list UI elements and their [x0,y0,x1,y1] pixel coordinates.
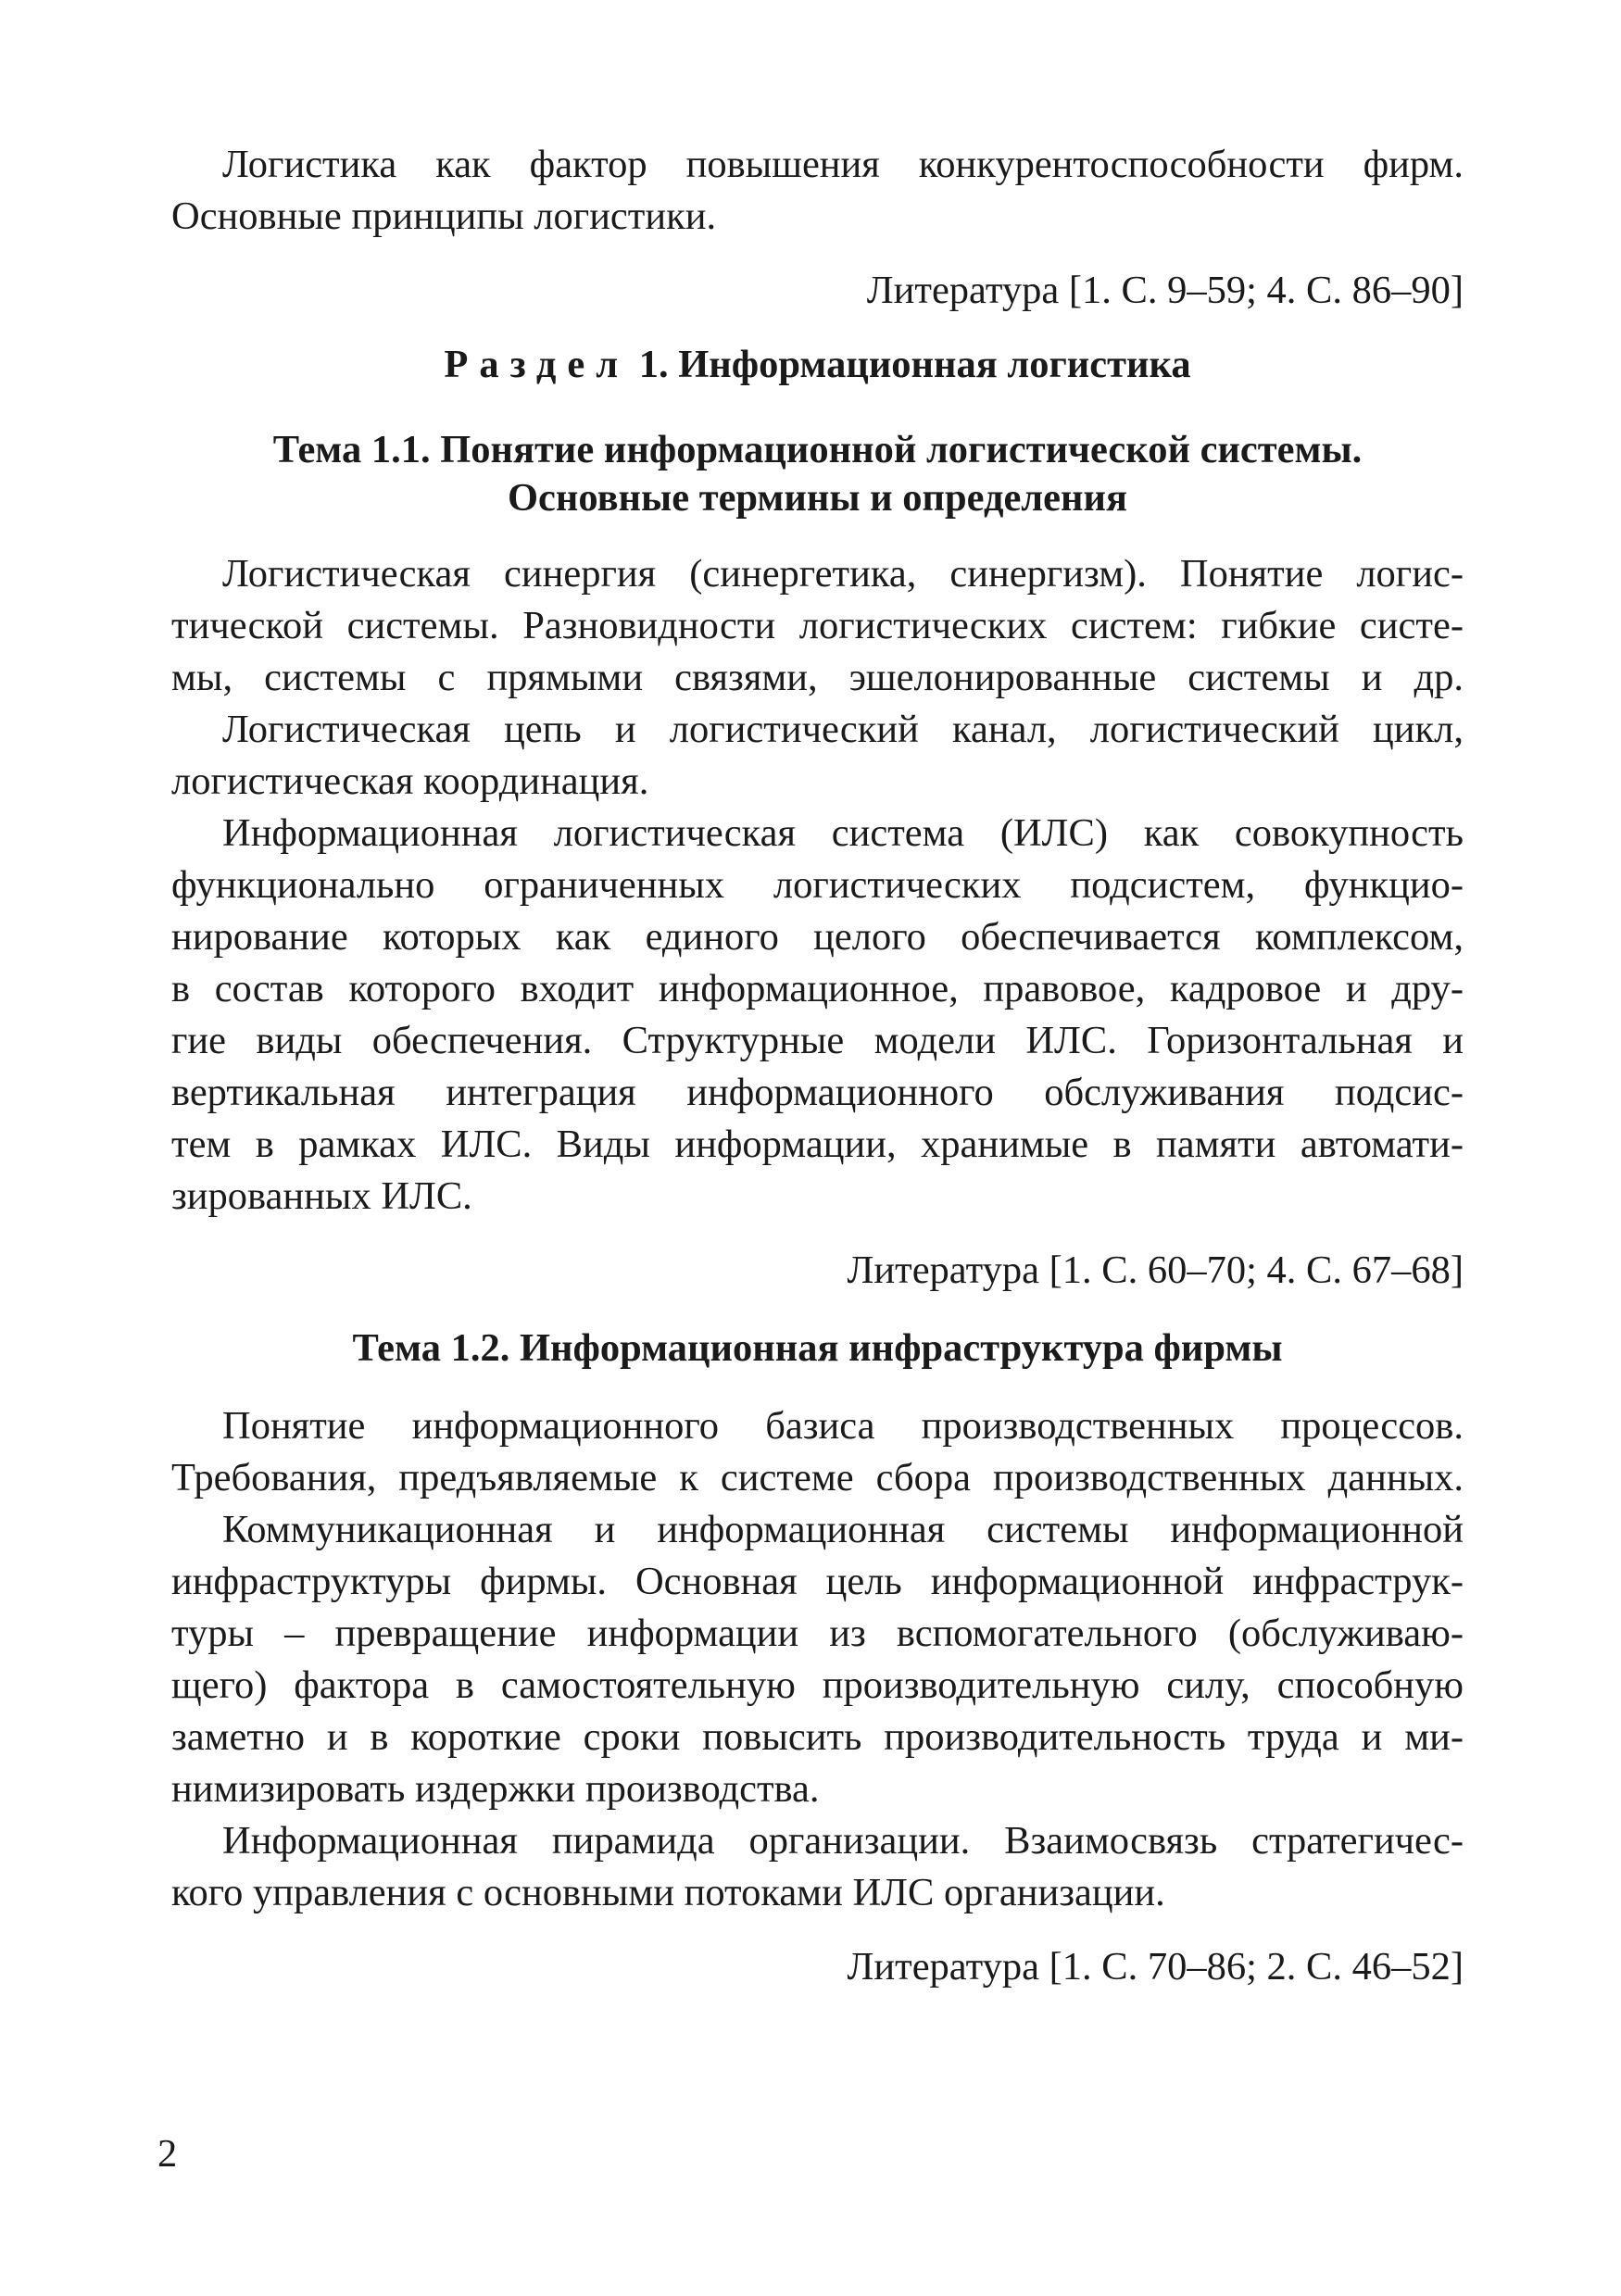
intro-paragraph [171,139,1464,243]
intro-reference: Литература [1. С. 9–59; 4. С. 86–90] [866,269,1464,312]
topic-1-2-paragraph-3 [171,1815,1464,1919]
text-line: мы, системы с прямыми связями, эшелонированные системы и др. [171,656,1464,699]
text-line: туры – превращение информации из вспомогательного (обслуживаю- [171,1612,1464,1655]
text-line: в состав которого входит информационное, правовое, кадровое и дру- [171,967,1464,1010]
text-line: зированных ИЛС. [171,1174,472,1218]
text-line: заметно и в короткие сроки повысить производительность труда и ми- [171,1715,1464,1759]
text-line: тической системы. Разновидности логистических систем: гибкие систе- [171,604,1464,647]
text-line: гие виды обеспечения. Структурные модели ИЛС. Горизонтальная и [171,1019,1464,1062]
topic-1-1-paragraph-2 [171,704,1464,808]
topic-heading-line: Тема 1.1. Понятие информационной логистической системы. [272,428,1363,471]
text-line: щего) фактора в самостоятельную производительную силу, способную [171,1663,1464,1707]
topic-1-1-paragraph-3 [171,808,1464,1223]
topic-1-2-reference: Литература [1. С. 70–86; 2. С. 46–52] [847,1945,1464,1989]
text-line: Информационная логистическая система (ИЛС) как совокупность [222,811,1464,855]
text-line: Требования, предъявляемые к системе сбора производственных данных. [171,1456,1464,1499]
text-line: Логистика как фактор повышения конкурентоспособности фирм. [222,143,1464,186]
page-number: 2 [157,2132,178,2176]
text-line: инфраструктуры фирмы. Основная цель информационной инфраструк- [171,1560,1464,1603]
topic-1-1-paragraph-1 [171,548,1464,704]
topic-1-2-paragraph-1 [171,1400,1464,1504]
text-line: тем в рамках ИЛС. Виды информации, хранимые в памяти автомати- [171,1123,1464,1166]
page-body [171,139,1464,1993]
topic-1-2-paragraph-2 [171,1504,1464,1815]
text-line: функционально ограниченных логистических подсистем, функцио- [171,863,1464,907]
section-title: 1. Информационная логистика [638,343,1191,386]
text-line: логистическая координация. [171,759,649,803]
topic-1-2-heading: Тема 1.2. Информационная инфраструктура фирмы [352,1326,1283,1370]
text-line: нимизировать издержки производства. [171,1767,820,1811]
text-line: Коммуникационная и информационная системы информационной [222,1508,1464,1551]
topic-1-1-reference: Литература [1. С. 60–70; 4. С. 67–68] [847,1248,1464,1292]
section-label: Раздел [444,343,630,386]
section-heading [171,341,1464,389]
text-line: нирование которых как единого целого обеспечивается комплексом, [171,915,1464,959]
text-line: Логистическая синергия (синергетика, синергизм). Понятие логис- [222,552,1464,596]
topic-1-1-heading [171,426,1464,522]
text-line: Понятие информационного базиса производственных процессов. [222,1404,1464,1448]
text-line: вертикальная интеграция информационного обслуживания подсис- [171,1071,1464,1114]
text-line: Логистическая цепь и логистический канал, логистический цикл, [222,708,1464,751]
text-line: Основные принципы логистики. [171,194,717,238]
topic-heading-line: Основные термины и определения [507,476,1127,520]
text-line: Информационная пирамида организации. Взаимосвязь стратегичес- [222,1819,1464,1863]
text-line: кого управления с основными потоками ИЛС организации. [171,1871,1165,1914]
